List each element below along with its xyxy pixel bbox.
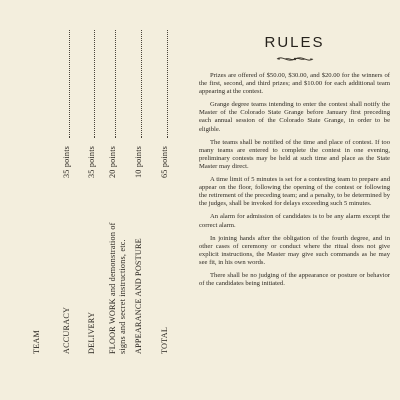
- rule-paragraph: An alarm for admission of candidates is to be any alarm except the correct alarm.: [199, 213, 390, 229]
- appearance-label: APPEARANCE AND POSTURE: [134, 238, 143, 354]
- rule-paragraph: Grange degree teams intending to enter the contest shall notify the Master of the Colorado State Grange before January first preceding each annual session of the Colorado State Grange, in order to be eligible.: [199, 101, 390, 133]
- total-label: TOTAL: [160, 326, 169, 354]
- rule-paragraph: The teams shall be notified of the time and place of contest. If too many teams are entered to complete the contest in one evening, preliminary contests may be held at such time and place as the State Master may direct.: [199, 138, 390, 170]
- rule-paragraph: A time limit of 5 minutes is set for a contesting team to prepare and appear on the floor, following the opening of the contest or following the retirement of the preceding team; and a penalty, to be determined by the judges, shall be invoked for delays exceeding such 5 minutes.: [199, 176, 390, 208]
- delivery-label: DELIVERY: [87, 311, 96, 354]
- appearance-points: 10 points: [134, 145, 143, 178]
- delivery-column: [85, 0, 99, 392]
- accuracy-points: 35 points: [62, 145, 71, 178]
- floor-work-points: 20 points: [108, 145, 117, 178]
- rules-title: RULES: [264, 34, 325, 51]
- appearance-column: [132, 0, 146, 392]
- team-label: TEAM: [32, 330, 41, 354]
- accuracy-label: ACCURACY: [62, 306, 71, 354]
- floor-work-label-line1: FLOOR WORK and demonstration of: [108, 222, 117, 354]
- floor-work-column-line2: [116, 0, 130, 392]
- total-column: [158, 0, 172, 392]
- appearance-score-line[interactable]: [141, 30, 142, 138]
- rule-paragraph: In joining hands after the obligation of the fourth degree, and in other cases of ceremony or conduct where the ritual does not give explicit instructions, the Master may give such commands as he may see fit, in his own words.: [199, 234, 390, 266]
- rules-section: [199, 34, 390, 293]
- delivery-points: 35 points: [87, 145, 96, 178]
- rule-paragraph: Prizes are offered of $50.00, $30.00, and $20.00 for the winners of the first, second, and third prizes; and $10.00 for each additional team appearing at the contest.: [199, 72, 390, 96]
- accuracy-score-line[interactable]: [69, 30, 70, 138]
- rule-paragraph: There shall be no judging of the appearance or posture or behavior of the candidates being initiated.: [199, 271, 390, 288]
- total-points: 65 points: [160, 145, 169, 178]
- accuracy-column: [60, 0, 74, 392]
- total-score-line[interactable]: [167, 30, 168, 138]
- delivery-score-line[interactable]: [94, 30, 95, 138]
- scroll-flourish-icon: [275, 54, 315, 64]
- floor-work-label-line2: signs and secret instructions, etc.: [118, 239, 127, 354]
- team-column: [30, 0, 44, 392]
